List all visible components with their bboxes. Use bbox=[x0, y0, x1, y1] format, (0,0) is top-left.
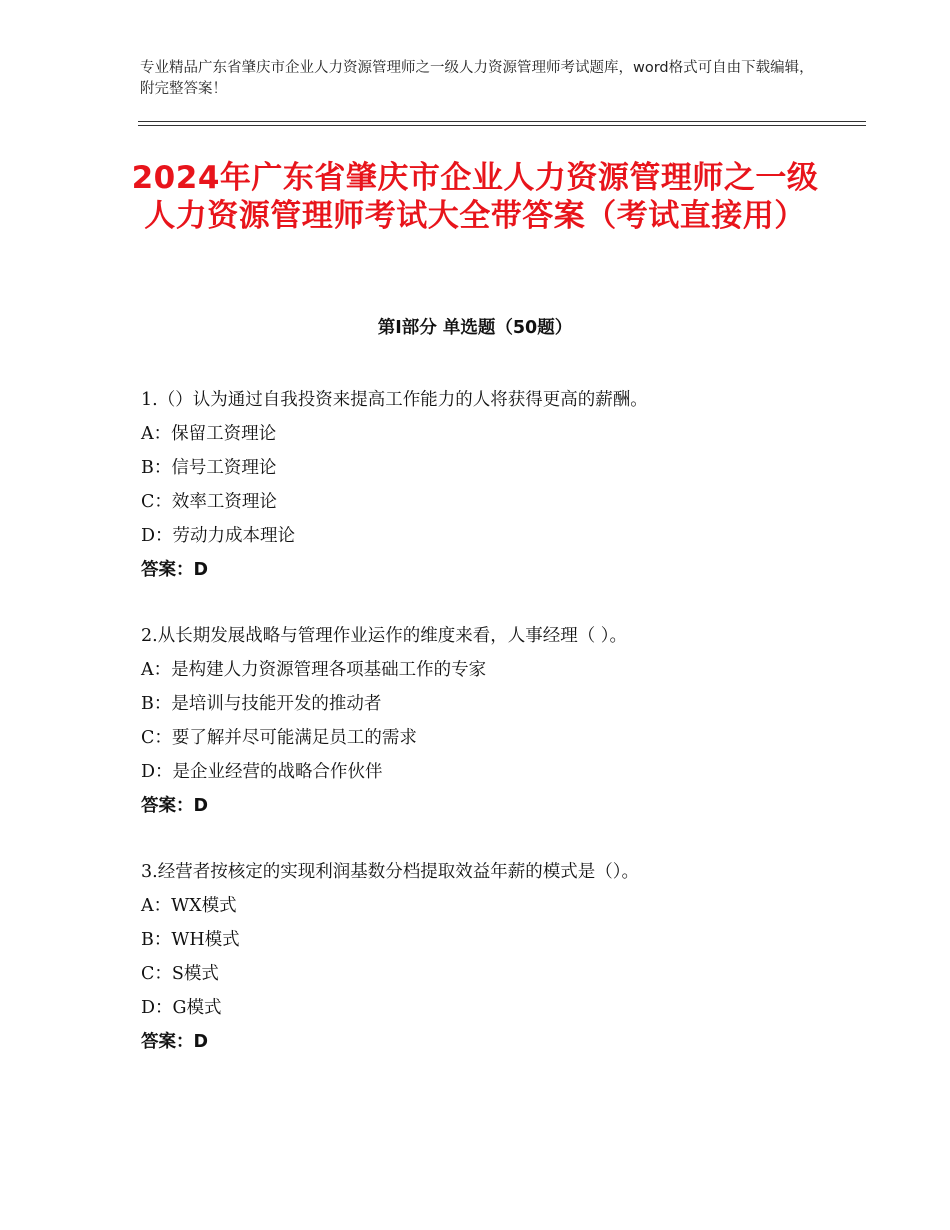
question-2 bbox=[141, 619, 841, 823]
header-note: 专业精品广东省肇庆市企业人力资源管理师之一级人力资源管理师考试题库，word格式可自由下载编辑，附完整答案！ bbox=[140, 60, 814, 97]
option-a: A：保留工资理论 bbox=[141, 424, 277, 444]
question-stem: 3.经营者按核定的实现利润基数分档提取效益年薪的模式是（）。 bbox=[141, 862, 639, 882]
option-d: D：劳动力成本理论 bbox=[141, 526, 296, 546]
option-c: C：效率工资理论 bbox=[141, 492, 277, 512]
question-stem: 1.（）认为通过自我投资来提高工作能力的人将获得更高的薪酬。 bbox=[141, 390, 648, 410]
document-title: 2024年广东省肇庆市企业人力资源管理师之一级人力资源管理师考试大全带答案（考试直接用） bbox=[131, 160, 819, 234]
header-divider bbox=[138, 121, 866, 126]
option-b: B：WH模式 bbox=[141, 930, 240, 950]
option-a: A：WX模式 bbox=[141, 896, 237, 916]
option-c: C：S模式 bbox=[141, 964, 219, 984]
question-stem: 2.从长期发展战略与管理作业运作的维度来看，人事经理（ ）。 bbox=[141, 626, 628, 646]
answer: 答案：D bbox=[141, 796, 209, 816]
option-b: B：信号工资理论 bbox=[141, 458, 277, 478]
option-d: D：G模式 bbox=[141, 998, 222, 1018]
question-list bbox=[141, 383, 841, 1091]
answer: 答案：D bbox=[141, 1032, 209, 1052]
option-a: A：是构建人力资源管理各项基础工作的专家 bbox=[141, 660, 487, 680]
question-3 bbox=[141, 855, 841, 1059]
answer: 答案：D bbox=[141, 560, 209, 580]
option-c: C：要了解并尽可能满足员工的需求 bbox=[141, 728, 417, 748]
section-title: 第Ⅰ部分 单选题（50题） bbox=[377, 318, 573, 338]
option-b: B：是培训与技能开发的推动者 bbox=[141, 694, 382, 714]
option-d: D：是企业经营的战略合作伙伴 bbox=[141, 762, 383, 782]
question-1 bbox=[141, 383, 841, 587]
